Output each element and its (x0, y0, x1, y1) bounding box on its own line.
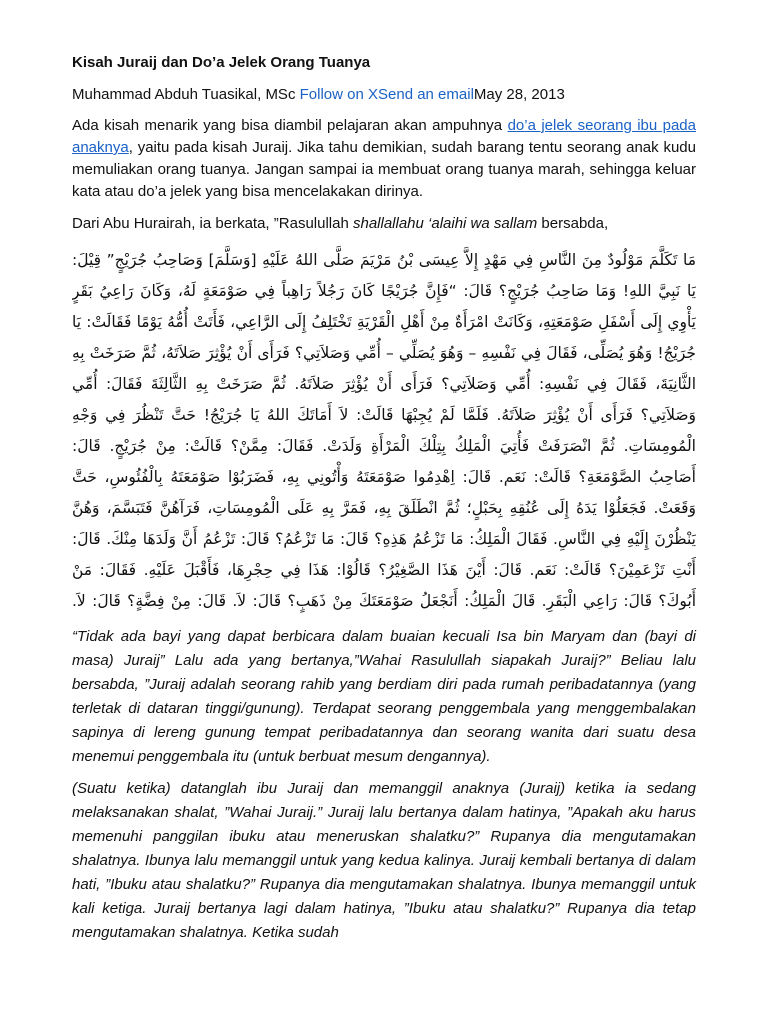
doa-jelek-link[interactable]: do’a jelek seorang ibu pada anaknya (72, 117, 696, 156)
hadith-arabic-text: مَا تَكَلَّمَ مَوْلُودٌ مِنَ النَّاسِ فِي مَهْدٍ إِلاَّ عِيسَى بْنُ مَرْيَمَ صَلَّى اللهُ عَلَيْهِ [وَسَلَّمَ] وَصَاحِبُ جُرَيْجٍ” قِيْلَ: يَا نَبِيَّ اللهِ! وَمَا صَاحِبُ جُرَيْجٍ؟ قَالَ: “فَإِنَّ جُرَيْجًا كَانَ رَجُلاً رَاهِباً فِي صَوْمَعَةٍ لَهُ، وَكَانَ رَاعِيُ بَقَرٍ يَأْوِي إِلَى أَسْفَلِ صَوْمَعَتِهِ، وَكَانَتْ امْرَأَةٌ مِنْ أَهْلِ الْقَرْيَةِ تَخْتَلِفُ إِلَى الرَّاعِي، فَأَتَتْ أُمُّهُ يَوْمًا فَقَالَتْ: يَا جُرَيْجُ! وَهُوَ يُصَلِّى، فَقَالَ فِي نَفْسِهِ – وَهُوَ يُصَلِّي – أُمِّي وَصَلاَتِي؟ فَرَأَى أَنْ يُؤْثِرَ صَلاَتَهُ، ثُمَّ صَرَخَتْ بِهِ الثَّانِيَةَ، فَقَالَ فِي نَفْسِهِ: أُمِّي وَصَلاَتِي؟ فَرَأَى أَنْ يُؤْثِرَ صَلاَتَهُ. ثُمَّ صَرَخَتْ بِهِ الثَّالِثَةَ فَقَالَ: أُمِّي وَصَلاَتِي؟ فَرَأَى أَنْ يُؤْثِرَ صَلاَتَهُ. فَلَمَّا لَمْ يُجِبْهَا قَالَتْ: لاَ أَمَاتَكَ اللهُ يَا جُرَيْجُ! حَتَّ تَنْظُرَ فِي وَجْهِ الْمُومِسَاتِ. ثُمَّ انْصَرَفَتْ فَأُتِيَ الْمَلِكُ بِتِلْكَ الْمَرْأَةِ وَلَدَتْ. فَقَالَ: مِمَّنْ؟ قَالَتْ: مِنْ جُرَيْجٍ. قَالَ: أَصَاحِبُ الصَّوْمَعَةِ؟ قَالَتْ: نَعَم. قَالَ: اِهْدِمُوا صَوْمَعَتَهُ وَأْتُونِي بِهِ، فَضَرَبُوْا صَوْمَعَتَهُ بِالْفُئُوسِ، حَتَّ وَقَعَتْ. فَجَعَلُوْا يَدَهُ إِلَى عُنُقِهِ بِحَبْلٍ؛ ثُمَّ انْطَلَقَ بِهِ، فَمَرَّ بِهِ عَلَى الْمُومِسَاتِ، فَرَآهُنَّ فَتَبَسَّمَ، وَهُنَّ يَنْظُرْنَ إِلَيْهِ فِي النَّاسِ. فَقَالَ الْمَلِكُ: مَا تَزْعُمُ هَذِهِ؟ قَالَ: مَا تَزْعُمُ؟ قَالَ: تَزْعُمُ أَنَّ وَلَدَهَا مِنْكَ. قَالَ: أَنْتِ تَزْعَمِيْنَ؟ قَالَتْ: نَعَم. قَالَ: أَيْنَ هَذَا الصَّغِيْرُ؟ قَالُوْا: هَذَا فِي حِجْرِهَا، فَأَقْبَلَ عَلَيْهِ. فَقَالَ: مَنْ أَبُوكَ؟ قَالَ: رَاعِي الْبَقَرِ. قَالَ الْمَلِكُ: أَنَجْعَلُ صَوْمَعَتَكَ مِنْ ذَهَبٍ؟ قَالَ: لاَ. قَالَ: مِنْ فِضَّةٍ؟ قَالَ: لاَ. (72, 251, 696, 610)
narration-honorific: shallallahu ‘alaihi wa sallam (352, 215, 538, 232)
intro-text-after: , yaitu pada kisah Juraij. Jika tahu demikian, sudah barang tentu seorang anak kudu memuliakan orang tuanya. Jangan sampai ia membuat orang tuanya marah, sehingga keluar kata atau do’a jelek yang bisa mencelakakan dirinya. (72, 139, 696, 200)
publish-date: May 28, 2013 (473, 86, 565, 103)
intro-paragraph (72, 115, 696, 203)
follow-on-x-link[interactable]: Follow on X (295, 86, 378, 103)
narration-before: Dari Abu Hurairah, ia berkata, ”Rasulullah (72, 215, 353, 232)
article-title: Kisah Juraij dan Do’a Jelek Orang Tuanya (72, 54, 371, 71)
author-name: Muhammad Abduh Tuasikal, MSc (72, 86, 296, 103)
translation-paragraph-2: (Suatu ketika) datanglah ibu Juraij dan memanggil anaknya (Juraij) ketika ia sedang melaksanakan shalat, ”Wahai Juraij.” Juraij lalu bertanya dalam hatinya, ”Apakah aku harus memenuhi panggilan ibuku atau meneruskan shalatku?” Rupanya dia mengutamakan shalatnya. Ibunya lalu memanggil untuk yang kedua kalinya. Juraij kembali bertanya di dalam hati, ”Ibuku atau shalatku?” Rupanya dia mengutamakan shalatnya. Ibunya memanggil untuk kali ketiga. Juraij bertanya lagi dalam hatinya, ”Ibuku atau shalatku?” Rupanya dia tetap mengutamakan shalatnya. Ketika sudah (72, 780, 696, 941)
narration-after: bersabda, (537, 215, 609, 232)
intro-text-before: Ada kisah menarik yang bisa diambil pelajaran akan ampuhnya (72, 117, 508, 134)
send-email-link[interactable]: Send an email (378, 86, 474, 103)
byline (72, 86, 696, 103)
translation-paragraph-1: “Tidak ada bayi yang dapat berbicara dalam buaian kecuali Isa bin Maryam dan (bayi di masa) Juraij” Lalu ada yang bertanya,”Wahai Rasulullah siapakah Juraij?” Beliau lalu bersabda, ”Juraij adalah seorang rahib yang berdiam diri pada rumah peribadatannya (yang terletak di dataran tinggi/gunung). Terdapat seorang penggembala yang menggembalakan sapinya di lereng gunung tempat peribadatannya dan seorang wanita dari suatu desa menemui penggembala itu (untuk berbuat mesum dengannya). (72, 628, 696, 765)
narration-line (72, 213, 696, 235)
